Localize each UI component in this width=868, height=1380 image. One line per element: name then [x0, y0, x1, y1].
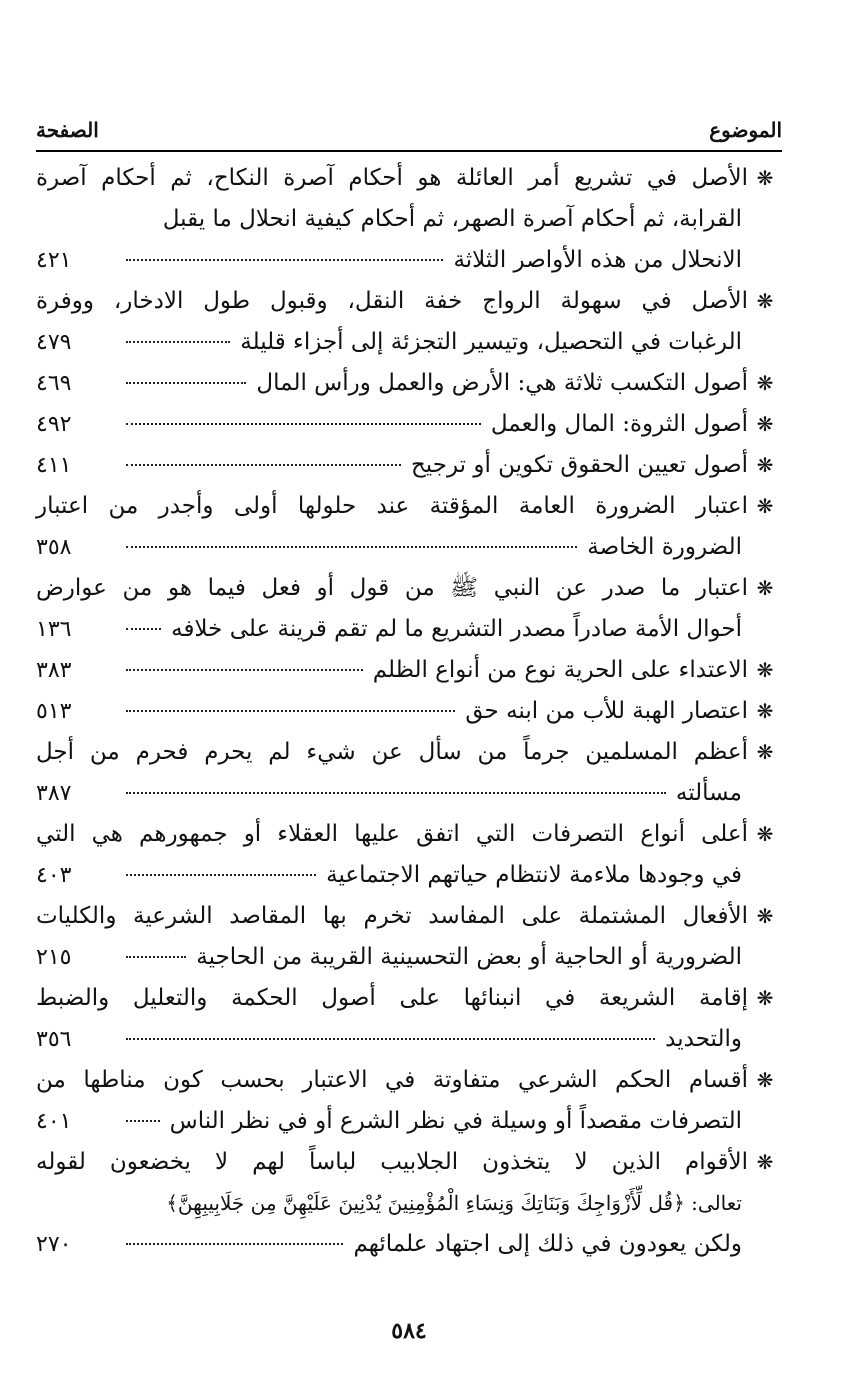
- entry-page-number: ٥١٣: [36, 699, 72, 724]
- index-entry: [36, 281, 782, 363]
- bullet-star-icon: ❋: [756, 699, 774, 723]
- dot-leader: [126, 874, 316, 876]
- entry-page-number: ١٣٦: [36, 617, 72, 642]
- bullet-star-icon: ❋: [756, 494, 774, 518]
- dot-leader: [126, 382, 246, 384]
- index-entry: [36, 978, 782, 1060]
- entry-text: القرابة، ثم أحكام آصرة الصهر، ثم أحكام كيفية انحلال ما يقبل: [162, 206, 742, 232]
- entry-text: الأقوام الذين لا يتخذون الجلابيب لباساً لهم لا يخضعون لقوله: [36, 1149, 748, 1175]
- entry-text: الضرورة الخاصة: [587, 534, 742, 560]
- entry-page-number: ٣٥٦: [36, 1027, 72, 1052]
- entry-text: أعلى أنواع التصرفات التي اتفق عليها العقلاء أو جمهورهم هي التي: [36, 821, 748, 847]
- entry-page-number: ٣٥٨: [36, 535, 72, 560]
- entry-text: الرغبات في التحصيل، وتيسير التجزئة إلى أجزاء قليلة: [240, 329, 742, 355]
- dot-leader: [126, 1038, 655, 1040]
- entry-page-number: ٤٠٣: [36, 863, 72, 888]
- bullet-star-icon: ❋: [756, 412, 774, 436]
- dot-leader: [126, 423, 481, 425]
- bullet-star-icon: ❋: [756, 1068, 774, 1092]
- subject-column-label: الموضوع: [709, 118, 782, 142]
- index-page: [36, 0, 782, 1380]
- entry-page-number: ٤٧٩: [36, 330, 72, 355]
- index-entry: [36, 650, 782, 691]
- dot-leader: [126, 956, 186, 958]
- page-column-label: الصفحة: [36, 118, 99, 142]
- dot-leader: [126, 464, 401, 466]
- entry-text: تعالى: ﴿قُل لِّأَزْوَاجِكَ وَبَنَاتِكَ وَنِسَاءِ الْمُؤْمِنِينَ يُدْنِينَ عَلَيْهِنَّ مِن جَلَابِيبِهِنَّ﴾: [166, 1191, 742, 1215]
- bullet-star-icon: ❋: [756, 1150, 774, 1174]
- entry-page-number: ٤٩٢: [36, 412, 72, 437]
- entry-text: إقامة الشريعة في انبنائها على أصول الحكمة والتعليل والضبط: [36, 985, 748, 1011]
- entry-text: الأصل في سهولة الرواج خفة النقل، وقبول طول الادخار، ووفرة: [36, 288, 748, 314]
- entry-text: الاعتداء على الحرية نوع من أنواع الظلم: [372, 657, 748, 683]
- index-entries: [36, 158, 782, 1265]
- entry-text: التصرفات مقصداً أو وسيلة في نظر الشرع أو في نظر الناس: [169, 1108, 742, 1134]
- bullet-star-icon: ❋: [756, 904, 774, 928]
- entry-page-number: ٤٠١: [36, 1109, 72, 1134]
- index-entry: [36, 814, 782, 896]
- index-entry: [36, 896, 782, 978]
- page-number: ٥٨٤: [391, 1318, 427, 1344]
- dot-leader: [126, 259, 443, 261]
- index-entry: [36, 158, 782, 281]
- bullet-star-icon: ❋: [756, 289, 774, 313]
- index-header: [36, 110, 782, 142]
- dot-leader: [126, 669, 363, 671]
- dot-leader: [126, 628, 161, 630]
- index-entry: [36, 1060, 782, 1142]
- entry-text: أصول تعيين الحقوق تكوين أو ترجيح: [410, 452, 748, 478]
- index-entry: [36, 568, 782, 650]
- entry-page-number: ٢٧٠: [36, 1232, 72, 1257]
- index-entry: [36, 404, 782, 445]
- entry-text: أحوال الأمة صادراً مصدر التشريع ما لم تقم قرينة على خلافه: [171, 616, 742, 642]
- entry-text: في وجودها ملاءمة لانتظام حياتهم الاجتماعية: [326, 862, 742, 888]
- dot-leader: [126, 1243, 343, 1245]
- entry-page-number: ٢١٥: [36, 945, 72, 970]
- index-entry: [36, 445, 782, 486]
- entry-page-number: ٣٨٣: [36, 658, 72, 683]
- index-entry: [36, 363, 782, 404]
- bullet-star-icon: ❋: [756, 576, 774, 600]
- entry-text: اعتصار الهبة للأب من ابنه حق: [465, 698, 748, 724]
- dot-leader: [126, 710, 455, 712]
- index-entry: [36, 1142, 782, 1265]
- entry-page-number: ٤٦٩: [36, 371, 72, 396]
- entry-page-number: ٤١١: [36, 453, 72, 478]
- bullet-star-icon: ❋: [756, 453, 774, 477]
- entry-text: أقسام الحكم الشرعي متفاوتة في الاعتبار بحسب كون مناطها من: [36, 1067, 748, 1093]
- bullet-star-icon: ❋: [756, 658, 774, 682]
- bullet-star-icon: ❋: [756, 371, 774, 395]
- dot-leader: [126, 792, 666, 794]
- entry-text: اعتبار الضرورة العامة المؤقتة عند حلولها أولى وأجدر من اعتبار: [36, 493, 748, 519]
- header-rule: [36, 150, 782, 152]
- bullet-star-icon: ❋: [756, 740, 774, 764]
- dot-leader: [126, 1120, 160, 1122]
- entry-text: أعظم المسلمين جرماً من سأل عن شيء لم يحرم فحرم من أجل: [36, 739, 748, 765]
- dot-leader: [126, 341, 230, 343]
- entry-page-number: ٣٨٧: [36, 781, 72, 806]
- index-entry: [36, 486, 782, 568]
- entry-text: الأفعال المشتملة على المفاسد تخرم بها المقاصد الشرعية والكليات: [36, 903, 748, 929]
- entry-text: مسألته: [675, 780, 742, 806]
- entry-text: ولكن يعودون في ذلك إلى اجتهاد علمائهم: [353, 1231, 742, 1257]
- bullet-star-icon: ❋: [756, 822, 774, 846]
- entry-text: أصول التكسب ثلاثة هي: الأرض والعمل ورأس المال: [256, 370, 748, 396]
- entry-text: أصول الثروة: المال والعمل: [490, 411, 748, 437]
- bullet-star-icon: ❋: [756, 986, 774, 1010]
- entry-text: الانحلال من هذه الأواصر الثلاثة: [453, 247, 742, 273]
- index-entry: [36, 732, 782, 814]
- bullet-star-icon: ❋: [756, 166, 774, 190]
- entry-text: الضرورية أو الحاجية أو بعض التحسينية القريبة من الحاجية: [196, 944, 742, 970]
- dot-leader: [126, 546, 577, 548]
- entry-text: الأصل في تشريع أمر العائلة هو أحكام آصرة النكاح، ثم أحكام آصرة: [36, 165, 748, 191]
- entry-text: والتحديد: [665, 1026, 742, 1052]
- index-entry: [36, 691, 782, 732]
- entry-page-number: ٤٢١: [36, 248, 72, 273]
- entry-text: اعتبار ما صدر عن النبي ﷺ من قول أو فعل فيما هو من عوارض: [36, 575, 748, 601]
